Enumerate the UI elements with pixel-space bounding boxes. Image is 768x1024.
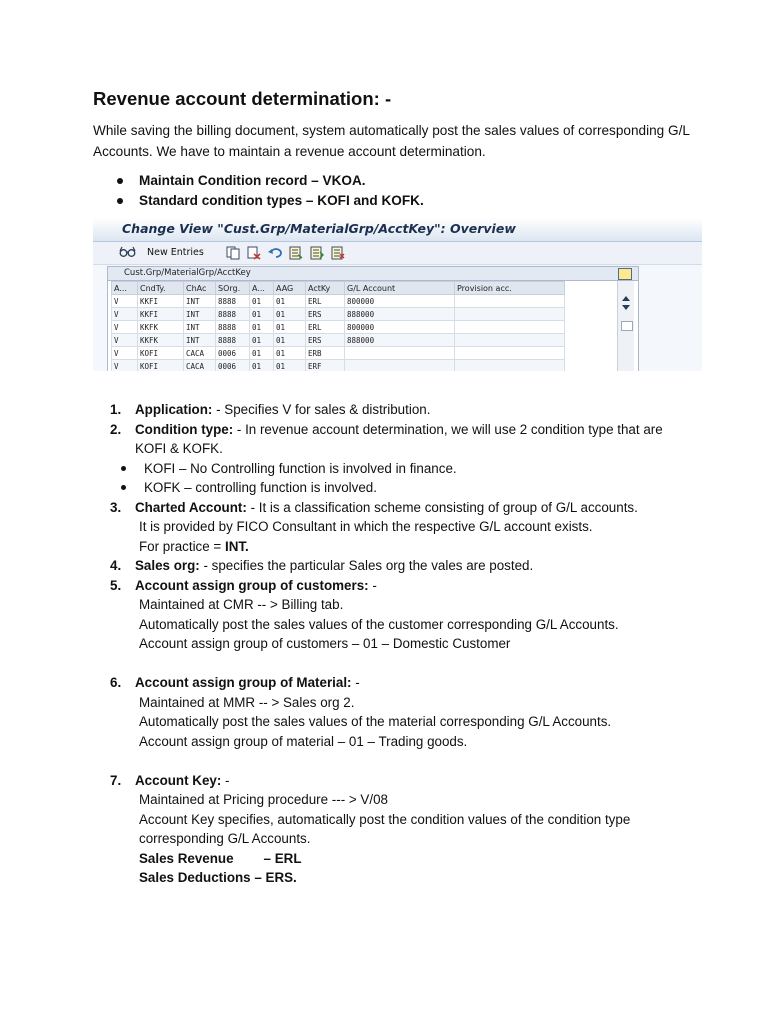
table-cell[interactable]: ERB: [306, 347, 345, 360]
table-cell[interactable]: V: [112, 308, 138, 321]
table-cell[interactable]: INT: [184, 321, 216, 334]
sub-list-wrapper: [93, 459, 693, 498]
item-line: Account Key specifies, automatically post the condition values of the condition type corresponding G/L Accounts.: [139, 811, 631, 846]
table-cell[interactable]: 0006: [216, 347, 250, 360]
table-cell[interactable]: 8888: [216, 308, 250, 321]
table-cell[interactable]: V: [112, 321, 138, 334]
table-cell[interactable]: 01: [250, 334, 274, 347]
item-text: - specifies the particular Sales org the vales are posted.: [199, 558, 534, 573]
table-row[interactable]: [112, 308, 565, 321]
explanation-list: [93, 400, 693, 888]
list-item: [93, 556, 693, 576]
list-item: [93, 498, 693, 557]
select-all-icon[interactable]: [289, 246, 303, 260]
table-scrollbar[interactable]: [617, 281, 634, 371]
table-cell[interactable]: V: [112, 295, 138, 308]
sap-title-bar: [93, 218, 702, 242]
column-header[interactable]: SOrg.: [216, 282, 250, 295]
table-cell[interactable]: ERS: [306, 308, 345, 321]
table-cell[interactable]: 800000: [345, 295, 455, 308]
table-cell[interactable]: ERS: [306, 334, 345, 347]
table-cell[interactable]: 01: [274, 347, 306, 360]
table-cell[interactable]: 8888: [216, 321, 250, 334]
item-number: 1.: [110, 402, 122, 417]
top-bullet-list: [93, 171, 424, 211]
table-cell[interactable]: [345, 360, 455, 372]
bullet-item: Maintain Condition record – VKOA.: [93, 171, 424, 191]
table-panel: [107, 266, 639, 371]
sap-view-title: Change View "Cust.Grp/MaterialGrp/AcctKey": Overview: [122, 221, 516, 236]
column-header[interactable]: ChAc: [184, 282, 216, 295]
column-header[interactable]: ActKy: [306, 282, 345, 295]
delete-icon[interactable]: [247, 246, 261, 260]
table-row[interactable]: [112, 347, 565, 360]
sub-bullet-list: [93, 459, 693, 498]
item-label: Account Key:: [135, 772, 222, 788]
list-item: [93, 400, 693, 420]
table-cell[interactable]: 8888: [216, 334, 250, 347]
table-header-row: [112, 282, 565, 295]
table-cell[interactable]: 888000: [345, 334, 455, 347]
table-cell[interactable]: V: [112, 347, 138, 360]
item-text: -: [221, 772, 230, 788]
table-cell[interactable]: 888000: [345, 308, 455, 321]
table-row[interactable]: [112, 360, 565, 372]
table-cell[interactable]: [455, 295, 565, 308]
table-cell[interactable]: ERL: [306, 321, 345, 334]
account-key-erl: [135, 849, 693, 869]
item-number: 2.: [110, 421, 122, 437]
key-value: – ERL: [263, 850, 302, 866]
table-cell[interactable]: 01: [250, 347, 274, 360]
item-number: 4.: [110, 558, 122, 573]
scroll-up-icon[interactable]: [622, 295, 630, 301]
list-item: [93, 673, 693, 771]
table-cell[interactable]: KKFK: [138, 334, 184, 347]
table-row[interactable]: [112, 334, 565, 347]
item-text: -: [351, 675, 360, 690]
item-number: 7.: [110, 772, 122, 788]
table-cell[interactable]: 01: [274, 295, 306, 308]
column-header[interactable]: A...: [250, 282, 274, 295]
item-line: It is provided by FICO Consultant in which the respective G/L account exists.: [139, 519, 593, 534]
table-cell[interactable]: 01: [250, 321, 274, 334]
item-text: - Specifies V for sales & distribution.: [212, 402, 431, 417]
table-cell[interactable]: KOFI: [138, 360, 184, 372]
select-block-icon[interactable]: [310, 246, 324, 260]
item-line: Maintained at CMR -- > Billing tab.: [139, 597, 344, 612]
item-text: - In revenue account determination, we will use 2 condition type that are KOFI & KOFK.: [135, 421, 663, 456]
item-label: Charted Account:: [135, 499, 247, 515]
sap-screenshot: [93, 218, 702, 371]
item-label: Application:: [135, 402, 213, 417]
table-cell[interactable]: CACA: [184, 360, 216, 372]
item-label: Condition type:: [135, 421, 234, 437]
table-cell[interactable]: INT: [184, 334, 216, 347]
list-item: [93, 576, 693, 674]
table-cell[interactable]: 0006: [216, 360, 250, 372]
copy-icon[interactable]: [226, 246, 240, 260]
table-cell[interactable]: V: [112, 334, 138, 347]
item-line: Maintained at Pricing procedure --- > V/08: [139, 792, 388, 807]
practice-prefix: For practice =: [139, 538, 225, 554]
table-row[interactable]: [112, 295, 565, 308]
table-cell[interactable]: CACA: [184, 347, 216, 360]
bullet-item: Standard condition types – KOFI and KOFK.: [93, 191, 424, 211]
table-cell[interactable]: KKFI: [138, 308, 184, 321]
item-number: 5.: [110, 577, 122, 593]
table-cell[interactable]: 01: [250, 295, 274, 308]
table-cell[interactable]: [455, 360, 565, 372]
practice-value: INT.: [224, 538, 249, 554]
scroll-thumb[interactable]: [621, 321, 633, 331]
table-cell[interactable]: INT: [184, 295, 216, 308]
column-header[interactable]: Provision acc.: [455, 282, 565, 295]
item-line: [135, 537, 693, 557]
table-cell[interactable]: ERL: [306, 295, 345, 308]
item-text: -: [368, 577, 377, 593]
list-item: [93, 420, 693, 459]
table-cell[interactable]: [455, 308, 565, 321]
new-entries-button[interactable]: New Entries: [147, 247, 204, 258]
item-line: Account assign group of material – 01 – Trading goods.: [139, 733, 468, 749]
table-row[interactable]: [112, 321, 565, 334]
item-number: 3.: [110, 499, 122, 515]
column-header[interactable]: CndTy.: [138, 282, 184, 295]
list-item: [93, 771, 693, 888]
table-cell[interactable]: 01: [274, 334, 306, 347]
item-line: Account assign group of customers – 01 – Domestic Customer: [139, 636, 511, 651]
table-cell[interactable]: KOFI: [138, 347, 184, 360]
item-label: Account assign group of customers:: [135, 577, 369, 593]
column-header[interactable]: G/L Account: [345, 282, 455, 295]
scroll-down-icon[interactable]: [622, 305, 630, 311]
column-header[interactable]: A...: [112, 282, 138, 295]
item-line: Automatically post the sales values of the material corresponding G/L Accounts.: [139, 714, 612, 729]
condition-table: [111, 281, 565, 371]
sub-bullet-item: KOFI – No Controlling function is involved in finance.: [93, 459, 693, 479]
table-cell[interactable]: INT: [184, 308, 216, 321]
item-text: - It is a classification scheme consisting of group of G/L accounts.: [246, 499, 638, 515]
account-key-ers: Sales Deductions – ERS.: [139, 870, 297, 885]
table-cell[interactable]: 01: [274, 360, 306, 372]
table-cell[interactable]: 01: [250, 308, 274, 321]
column-header[interactable]: AAG: [274, 282, 306, 295]
deselect-icon[interactable]: [331, 246, 345, 260]
table-cell[interactable]: ERF: [306, 360, 345, 372]
item-label: Account assign group of Material:: [135, 675, 352, 690]
sub-bullet-item: KOFK – controlling function is involved.: [93, 478, 693, 498]
table-cell[interactable]: [455, 347, 565, 360]
item-line: Automatically post the sales values of the customer corresponding G/L Accounts.: [139, 616, 619, 632]
key-name: Sales Revenue: [139, 850, 234, 866]
table-cell[interactable]: [345, 347, 455, 360]
item-label: Sales org:: [135, 558, 200, 573]
table-panel-header: [108, 267, 638, 281]
table-cell[interactable]: V: [112, 360, 138, 372]
column-config-icon[interactable]: [618, 268, 632, 280]
item-line: Maintained at MMR -- > Sales org 2.: [139, 694, 355, 710]
table-cell[interactable]: KKFK: [138, 321, 184, 334]
glasses-icon[interactable]: [119, 246, 137, 258]
table-cell[interactable]: 8888: [216, 295, 250, 308]
table-caption: Cust.Grp/MaterialGrp/AcctKey: [124, 268, 251, 278]
undo-icon[interactable]: [268, 246, 282, 260]
item-number: 6.: [110, 675, 122, 690]
intro-paragraph: While saving the billing document, system automatically post the sales values of corresponding G/L Accounts. We have to maintain a revenue account determination.: [93, 123, 690, 159]
table-cell[interactable]: 01: [274, 321, 306, 334]
table-cell[interactable]: [455, 334, 565, 347]
table-cell[interactable]: 01: [274, 308, 306, 321]
table-cell[interactable]: [455, 321, 565, 334]
table-cell[interactable]: 01: [250, 360, 274, 372]
table-cell[interactable]: KKFI: [138, 295, 184, 308]
page-title: Revenue account determination: -: [93, 88, 392, 109]
sap-toolbar: [93, 242, 702, 265]
table-cell[interactable]: 800000: [345, 321, 455, 334]
